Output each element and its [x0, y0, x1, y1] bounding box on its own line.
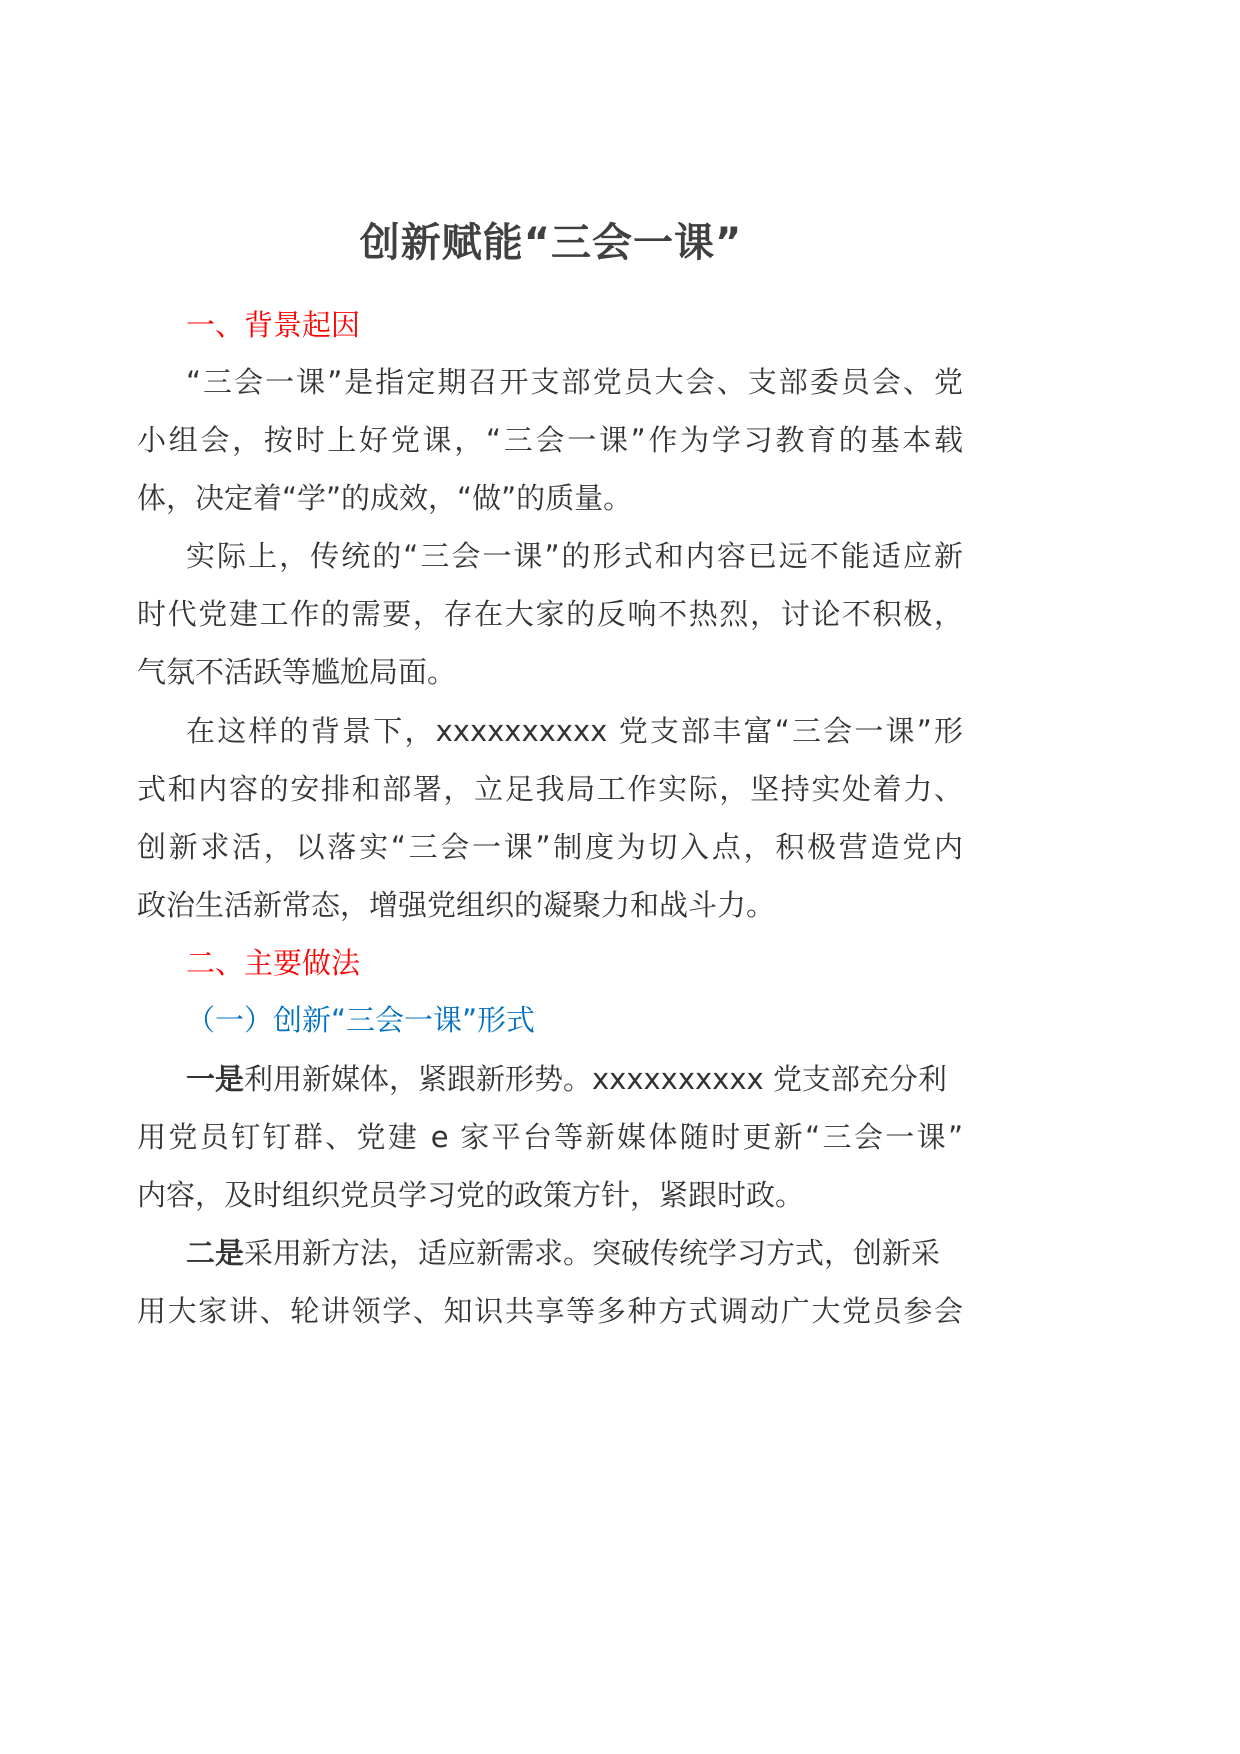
paragraph-line: 时代党建工作的需要，存在大家的反响不热烈，讨论不积极， — [137, 597, 963, 631]
paragraph-line: 实际上，传统的“三会一课”的形式和内容已远不能适应新 — [186, 539, 963, 573]
paragraph-line: 政治生活新常态，增强党组织的凝聚力和战斗力。 — [137, 888, 776, 922]
paragraph-text: 采用新方法，适应新需求。突破传统学习方式，创新采 — [244, 1236, 941, 1270]
document-title: 创新赋能“三会一课” — [359, 220, 743, 266]
section-heading-background: 一、背景起因 — [186, 308, 361, 342]
section-heading-main-practices: 二、主要做法 — [186, 946, 361, 980]
paragraph-line: 小组会，按时上好党课，“三会一课”作为学习教育的基本载 — [137, 423, 963, 457]
paragraph-line: 式和内容的安排和部署，立足我局工作实际，坚持实处着力、 — [137, 772, 963, 806]
paragraph-line: 气氛不活跃等尴尬局面。 — [137, 655, 457, 689]
paragraph-line: 内容，及时组织党员学习党的政策方针，紧跟时政。 — [137, 1178, 805, 1212]
paragraph-line — [186, 1230, 963, 1276]
lead-emphasis: 二是 — [186, 1236, 245, 1270]
paragraph-text: 利用新媒体，紧跟新形势。xxxxxxxxxx 党支部充分利 — [244, 1062, 947, 1096]
paragraph-line: 用党员钉钉群、党建 e 家平台等新媒体随时更新“三会一课” — [137, 1120, 963, 1154]
paragraph-line — [186, 1056, 963, 1102]
subsection-heading-innovate-form: （一）创新“三会一课”形式 — [186, 1003, 536, 1037]
paragraph-line: “三会一课”是指定期召开支部党员大会、支部委员会、党 — [186, 365, 963, 399]
lead-emphasis: 一是 — [186, 1062, 245, 1096]
paragraph-line: 用大家讲、轮讲领学、知识共享等多种方式调动广大党员参会 — [137, 1294, 963, 1328]
paragraph-line: 体，决定着“学”的成效，“做”的质量。 — [137, 481, 633, 515]
paragraph-line: 创新求活，以落实“三会一课”制度为切入点，积极营造党内 — [137, 830, 963, 864]
paragraph-line: 在这样的背景下，xxxxxxxxxx 党支部丰富“三会一课”形 — [186, 714, 963, 748]
